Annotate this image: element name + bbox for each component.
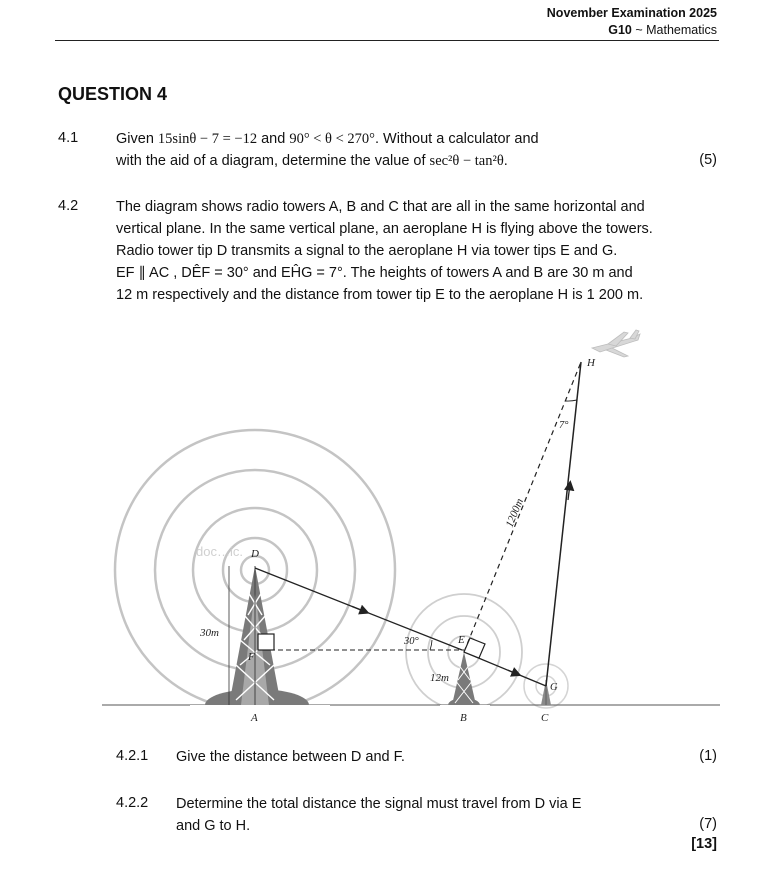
distance-EH-label: 1200m <box>503 496 527 530</box>
watermark: doc…ic. <box>196 544 243 559</box>
question-title: QUESTION 4 <box>58 84 168 104</box>
label-G: G <box>550 682 558 693</box>
label-E: E <box>458 634 465 646</box>
q41-marks: (5) <box>699 152 717 168</box>
q41-text-e: . <box>503 153 508 169</box>
q41-range: 90° < θ < 270° <box>289 131 375 147</box>
header-separator: ~ <box>631 23 647 37</box>
question-total: [13] <box>691 836 717 852</box>
q422-number: 4.2.2 <box>116 795 149 811</box>
label-A: A <box>251 712 258 724</box>
arrow-DE <box>352 606 366 612</box>
q421-text: Give the distance between D and F. <box>176 749 405 765</box>
q41-number: 4.1 <box>58 130 79 146</box>
q41-text-a: Given <box>116 131 158 147</box>
q422-marks: (7) <box>699 816 717 832</box>
angle-arc-EHG <box>566 400 577 401</box>
label-C: C <box>541 712 549 724</box>
arrow-EG <box>508 670 518 674</box>
grade: G10 <box>608 23 632 37</box>
q41-text-d: with the aid of a diagram, determine the value of <box>116 153 430 169</box>
subject: Mathematics <box>646 23 717 37</box>
angle-DEF-label: 30° <box>404 636 419 647</box>
right-angle-E <box>464 638 485 658</box>
q41-text-b: and <box>257 131 290 147</box>
q41-equation: 15sinθ − 7 = −12 <box>157 131 258 147</box>
q42-line: 12 m respectively and the distance from tower tip E to the aeroplane H is 1 200 m. <box>116 287 644 303</box>
q42-line: The diagram shows radio towers A, B and C that are all in the same horizontal and <box>116 199 645 215</box>
aeroplane-icon <box>592 330 640 357</box>
q42-line: EF ∥ AC , DÊF = 30° and EĤG = 7°. The heights of towers A and B are 30 m and <box>116 265 633 281</box>
label-B: B <box>460 712 467 724</box>
q422-line2: and G to H. <box>176 818 251 834</box>
q422-text <box>176 793 656 837</box>
q422-line1: Determine the total distance the signal must travel from D via E <box>176 796 582 812</box>
q421-marks: (1) <box>699 748 717 764</box>
label-F: F <box>248 652 255 663</box>
q42-line: vertical plane. In the same vertical plane, an aeroplane H is flying above the towers. <box>116 221 653 237</box>
signal-line-GH <box>546 362 581 686</box>
q41-text-c: . Without a calculator and <box>374 131 539 147</box>
label-D: D <box>251 548 259 560</box>
height-B-label: 12m <box>430 672 449 684</box>
q42-line: Radio tower tip D transmits a signal to the aeroplane H via tower tips E and G. <box>116 243 618 259</box>
exam-title: November Examination 2025 <box>546 6 717 20</box>
height-A-label: 30m <box>200 627 219 639</box>
q42-number: 4.2 <box>58 198 79 214</box>
q421-number: 4.2.1 <box>116 748 149 764</box>
q41-expression: sec²θ − tan²θ <box>429 153 504 169</box>
right-angle-F <box>258 634 274 650</box>
label-H: H <box>587 357 595 369</box>
angle-EHG-label: 7° <box>559 420 569 431</box>
